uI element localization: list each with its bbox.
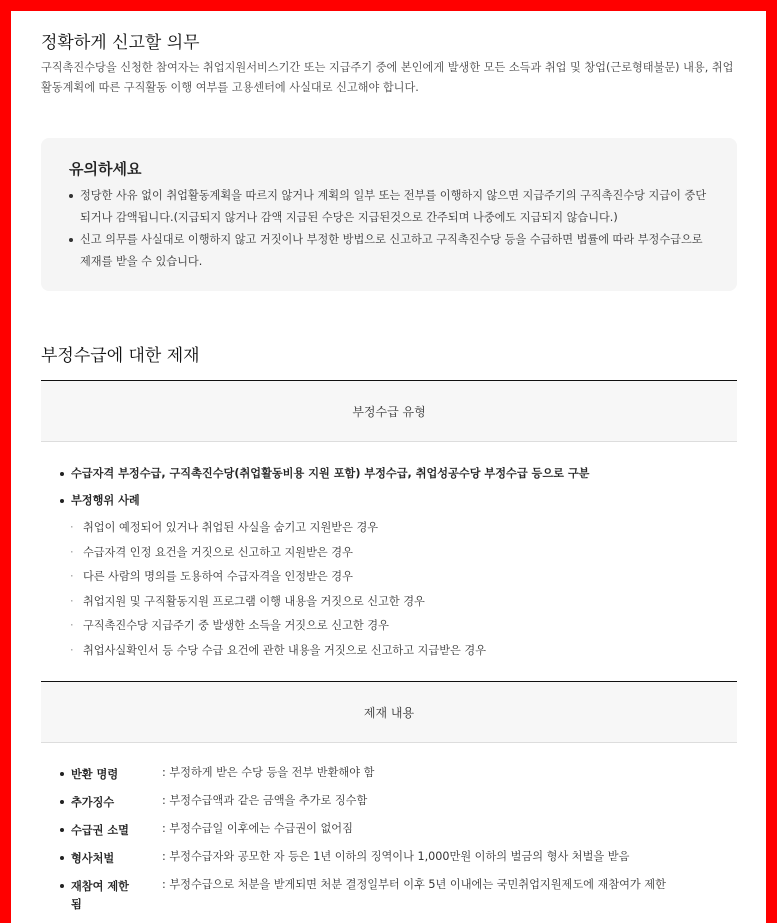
fraud-type-item: 수급자격 부정수급, 구직촉진수당(취업활동비용 지원 포함) 부정수급, 취업성공수당 부정수급 등으로 구분 (59, 465, 739, 492)
fraud-case-item: · 취업지원 및 구직활동지원 프로그램 이행 내용을 거짓으로 신고한 경우 (68, 590, 728, 615)
notice-title: 유의하세요 (69, 160, 142, 178)
sanction-term: 수급권 소멸 (71, 824, 129, 837)
sanction-item (59, 876, 739, 911)
sanction-term: 추가징수 (71, 796, 115, 809)
fraud-case-item: · 취업이 예정되어 있거나 취업된 사실을 숨기고 지원받은 경우 (68, 516, 728, 541)
sanction-desc-wrap: 됨 (71, 898, 82, 911)
notice-item: 신고 의무를 사실대로 이행하지 않고 거짓이나 부정한 방법으로 신고하고 구직촉진수당 등을 수급하면 법률에 따라 부정수급으로 제재를 받을 수 있습니다. (67, 229, 713, 272)
fraud-type-list (59, 465, 739, 512)
sanction-list (59, 764, 739, 911)
fraud-case-list (68, 516, 728, 663)
section-title-reporting-duty: 정확하게 신고할 의무 (41, 33, 200, 53)
fraud-case-item: · 다른 사람의 명의를 도용하여 수급자격을 인정받은 경우 (68, 565, 728, 590)
sanction-desc: : 부정수급일 이후에는 수급권이 없어짐 (162, 822, 353, 835)
sanction-term: 재참여 제한 (71, 880, 129, 893)
sanction-term: 반환 명령 (71, 768, 119, 781)
sanction-desc: : 부정수급으로 처분을 받게되면 처분 결정일부터 이후 5년 이내에는 국민취업지원제도에 재참여가 제한 (162, 878, 666, 891)
fraud-type-item: 부정행위 사례 (59, 492, 739, 512)
table-header-sanction-details: 제재 내용 (41, 681, 737, 743)
table-header-fraud-types: 부정수급 유형 (41, 380, 737, 442)
section-title-sanctions: 부정수급에 대한 제재 (41, 346, 200, 366)
sanction-term: 형사처벌 (71, 852, 115, 865)
fraud-case-item: · 취업사실확인서 등 수당 수급 요건에 관한 내용을 거짓으로 신고하고 지급받은 경우 (68, 639, 728, 664)
sanction-desc: : 부정수급자와 공모한 자 등은 1년 이하의 징역이나 1,000만원 이하의 벌금의 형사 처벌을 받음 (162, 850, 630, 863)
fraud-case-item: · 구직촉진수당 지급주기 중 발생한 소득을 거짓으로 신고한 경우 (68, 614, 728, 639)
notice-list (67, 185, 713, 273)
notice-item: 정당한 사유 없이 취업활동계획을 따르지 않거나 계획의 일부 또는 전부를 이행하지 않으면 지급주기의 구직촉진수당 지급이 중단되거나 감액됩니다.(지급되지 않거나 감액 지급된 수당은 지급된것으로 간주되며 나중에도 지급되지 않습니다.) (67, 185, 713, 228)
notice-box (41, 138, 737, 291)
sanction-desc: : 부정하게 받은 수당 등을 전부 반환해야 함 (162, 766, 375, 779)
sanction-desc: : 부정수급액과 같은 금액을 추가로 징수함 (162, 794, 368, 807)
reporting-duty-text: 구직촉진수당을 신청한 참여자는 취업지원서비스기간 또는 지급주기 중에 본인에게 발생한 모든 소득과 취업 및 창업(근로형태불문) 내용, 취업활동계획에 따른 구직활동 이행 여부를 고용센터에 사실대로 신고해야 합니다. (41, 61, 734, 94)
fraud-case-item: · 수급자격 인정 요건을 거짓으로 신고하고 지원받은 경우 (68, 541, 728, 566)
